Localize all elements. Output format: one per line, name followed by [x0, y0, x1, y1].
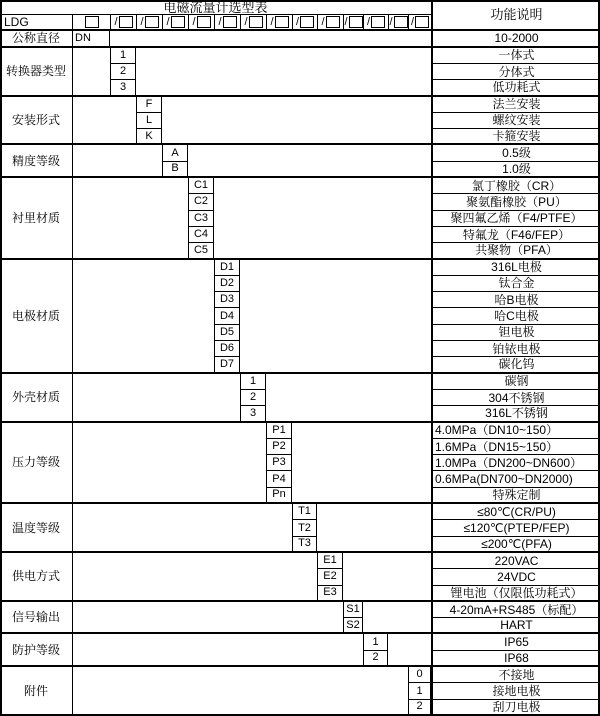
function-cell: 哈B电极: [431, 292, 600, 308]
code-box-icon: [171, 16, 185, 28]
slash-mark: /: [344, 15, 348, 28]
category-label: 信号输出: [0, 602, 73, 635]
code-cell: P3: [266, 455, 292, 471]
code-box-icon: [300, 16, 314, 28]
category-label: 压力等级: [0, 423, 73, 505]
model-slot: [188, 15, 214, 31]
model-slot: [408, 15, 431, 31]
code-cell: D5: [214, 325, 240, 341]
span-cell: [73, 374, 240, 423]
code-cell: 3: [240, 406, 266, 422]
code-cell: E2: [317, 569, 343, 585]
code-cell: Pn: [266, 488, 292, 504]
model-slot: [73, 15, 110, 31]
function-cell: 4.0MPa（DN10~150）: [431, 423, 600, 439]
model-slot: [266, 15, 292, 31]
span-cell: [73, 553, 317, 602]
code-cell: D1: [214, 260, 240, 276]
function-cell: 0.6MPa(DN700~DN2000): [431, 471, 600, 487]
code-cell: E1: [317, 553, 343, 569]
span-cell: [73, 667, 408, 716]
function-cell: 共聚物（PFA）: [431, 243, 600, 259]
function-column-header: 功能说明: [431, 0, 600, 31]
code-cell: 0: [408, 667, 431, 683]
code-cell: 2: [363, 651, 388, 667]
function-cell: ≤80℃(CR/PU): [431, 504, 600, 520]
function-cell: 220VAC: [431, 553, 600, 569]
code-cell: K: [136, 129, 162, 145]
table-title: 电磁流量计选型表: [0, 0, 431, 15]
code-cell: B: [162, 162, 188, 178]
function-cell: 锂电池（仅限低功耗式）: [431, 586, 600, 602]
function-cell: HART: [431, 618, 600, 634]
function-cell: 1.0MPa（DN200~DN600）: [431, 455, 600, 471]
slash-mark: /: [140, 15, 144, 28]
code-cell: 2: [110, 64, 136, 80]
function-cell: 不接地: [431, 667, 600, 683]
code-cell: T3: [292, 537, 317, 553]
code-box-icon: [349, 16, 363, 28]
code-cell: L: [136, 113, 162, 129]
function-cell: 304不锈钢: [431, 390, 600, 406]
slash-mark: /: [166, 15, 170, 28]
code-cell: D6: [214, 341, 240, 357]
function-cell: 1.0级: [431, 162, 600, 178]
code-cell: P2: [266, 439, 292, 455]
code-cell: C5: [188, 243, 214, 259]
span-cell: [73, 48, 110, 97]
function-cell: 碳钢: [431, 374, 600, 390]
function-cell: 钽电极: [431, 325, 600, 341]
code-cell: C3: [188, 211, 214, 227]
code-cell: 1: [110, 48, 136, 64]
function-cell: 特殊定制: [431, 488, 600, 504]
function-cell: 24VDC: [431, 569, 600, 585]
function-cell: ≤200℃(PFA): [431, 537, 600, 553]
code-cell: F: [136, 97, 162, 113]
function-cell: 316L不锈钢: [431, 406, 600, 422]
code-box-icon: [249, 16, 263, 28]
code-cell: D3: [214, 292, 240, 308]
slash-mark: /: [295, 15, 300, 28]
code-cell: 2: [408, 700, 431, 716]
function-cell: 316L电极: [431, 260, 600, 276]
model-slot: [343, 15, 363, 31]
span-cell: [388, 634, 431, 667]
slash-mark: /: [389, 15, 393, 28]
span-cell: [73, 423, 266, 505]
code-box-icon: [145, 16, 159, 28]
code-cell: E3: [317, 586, 343, 602]
function-cell: 刮刀电极: [431, 700, 600, 716]
span-cell: [136, 48, 431, 97]
function-cell: 接地电极: [431, 683, 600, 699]
code-cell: 3: [110, 80, 136, 96]
function-cell: 特氟龙（F46/FEP）: [431, 227, 600, 243]
category-label: 精度等级: [0, 145, 73, 178]
function-cell: 低功耗式: [431, 80, 600, 96]
category-label: 公称直径: [0, 31, 73, 47]
code-cell: 1: [363, 634, 388, 650]
category-label: 安装形式: [0, 97, 73, 146]
model-prefix: LDG: [0, 15, 73, 31]
function-cell: 卡箍安装: [431, 129, 600, 145]
model-slot: [162, 15, 188, 31]
code-box-icon: [415, 16, 429, 28]
model-slot: [240, 15, 266, 31]
function-cell: IP68: [431, 651, 600, 667]
span-cell: [73, 602, 343, 635]
span-cell: [73, 634, 363, 667]
span-cell: [240, 260, 431, 374]
span-cell: [214, 178, 431, 260]
code-cell: 1: [240, 374, 266, 390]
span-cell: [317, 504, 431, 553]
function-cell: 分体式: [431, 64, 600, 80]
category-label: 外壳材质: [0, 374, 73, 423]
model-slot: [317, 15, 343, 31]
code-cell: D7: [214, 357, 240, 373]
slash-mark: /: [192, 15, 196, 28]
code-cell: 1: [408, 683, 431, 699]
category-label: 衬里材质: [0, 178, 73, 260]
code-cell: C2: [188, 194, 214, 210]
code-cell: P4: [266, 471, 292, 487]
span-cell: [73, 504, 292, 553]
slash-mark: /: [114, 15, 118, 28]
span-cell: [110, 31, 431, 47]
code-box-icon: [119, 16, 133, 28]
slash-mark: /: [270, 15, 274, 28]
function-cell: IP65: [431, 634, 600, 650]
span-cell: [73, 178, 188, 260]
category-label: 转换器类型: [0, 48, 73, 97]
model-slot: [136, 15, 162, 31]
category-label: 附件: [0, 667, 73, 716]
function-cell: 0.5级: [431, 145, 600, 161]
function-cell: 钛合金: [431, 276, 600, 292]
code-cell: D4: [214, 308, 240, 324]
model-slot: [110, 15, 136, 31]
function-cell: 10-2000: [431, 31, 600, 47]
code-cell: 2: [240, 390, 266, 406]
function-cell: 碳化钨: [431, 357, 600, 373]
category-label: 供电方式: [0, 553, 73, 602]
code-box-icon: [326, 16, 340, 28]
function-cell: 1.6MPa（DN15~150）: [431, 439, 600, 455]
slash-mark: /: [244, 15, 248, 28]
span-cell: [162, 97, 431, 146]
function-cell: 氯丁橡胶（CR）: [431, 178, 600, 194]
category-label: 电极材质: [0, 260, 73, 374]
function-cell: 4-20mA+RS485（标配）: [431, 602, 600, 618]
function-cell: 法兰安装: [431, 97, 600, 113]
code-cell: P1: [266, 423, 292, 439]
span-cell: [363, 602, 431, 635]
code-cell: C4: [188, 227, 214, 243]
model-slot: [292, 15, 317, 31]
function-cell: 聚氨酯橡胶（PU）: [431, 194, 600, 210]
span-cell: [343, 553, 431, 602]
model-slot: [388, 15, 408, 31]
span-cell: [73, 260, 214, 374]
code-box-icon: [85, 16, 99, 28]
function-cell: 聚四氟乙烯（F4/PTFE）: [431, 211, 600, 227]
span-cell: [292, 423, 431, 505]
code-box-icon: [394, 16, 408, 28]
span-cell: [188, 145, 431, 178]
model-slot: [214, 15, 240, 31]
code-box-icon: [223, 16, 237, 28]
code-cell: S2: [343, 618, 363, 634]
span-cell: [73, 97, 136, 146]
model-slot: [363, 15, 388, 31]
code-cell: D2: [214, 276, 240, 292]
code-cell: S1: [343, 602, 363, 618]
slash-mark: /: [218, 15, 222, 28]
category-label: 防护等级: [0, 634, 73, 667]
function-cell: ≤120℃(PTEP/FEP): [431, 520, 600, 536]
code-cell: T1: [292, 504, 317, 520]
function-cell: 一体式: [431, 48, 600, 64]
category-label: 温度等级: [0, 504, 73, 553]
code-cell: A: [162, 145, 188, 161]
code-box-icon: [371, 16, 385, 28]
code-box-icon: [275, 16, 289, 28]
function-cell: 螺纹安装: [431, 113, 600, 129]
code-cell: C1: [188, 178, 214, 194]
function-cell: 铂铱电极: [431, 341, 600, 357]
span-cell: [73, 145, 162, 178]
function-cell: 哈C电极: [431, 308, 600, 324]
span-cell: [266, 374, 431, 423]
code-cell: DN: [73, 31, 110, 47]
code-box-icon: [197, 16, 211, 28]
slash-mark: /: [366, 15, 371, 28]
slash-mark: /: [410, 15, 415, 28]
slash-mark: /: [321, 15, 325, 28]
code-cell: T2: [292, 520, 317, 536]
